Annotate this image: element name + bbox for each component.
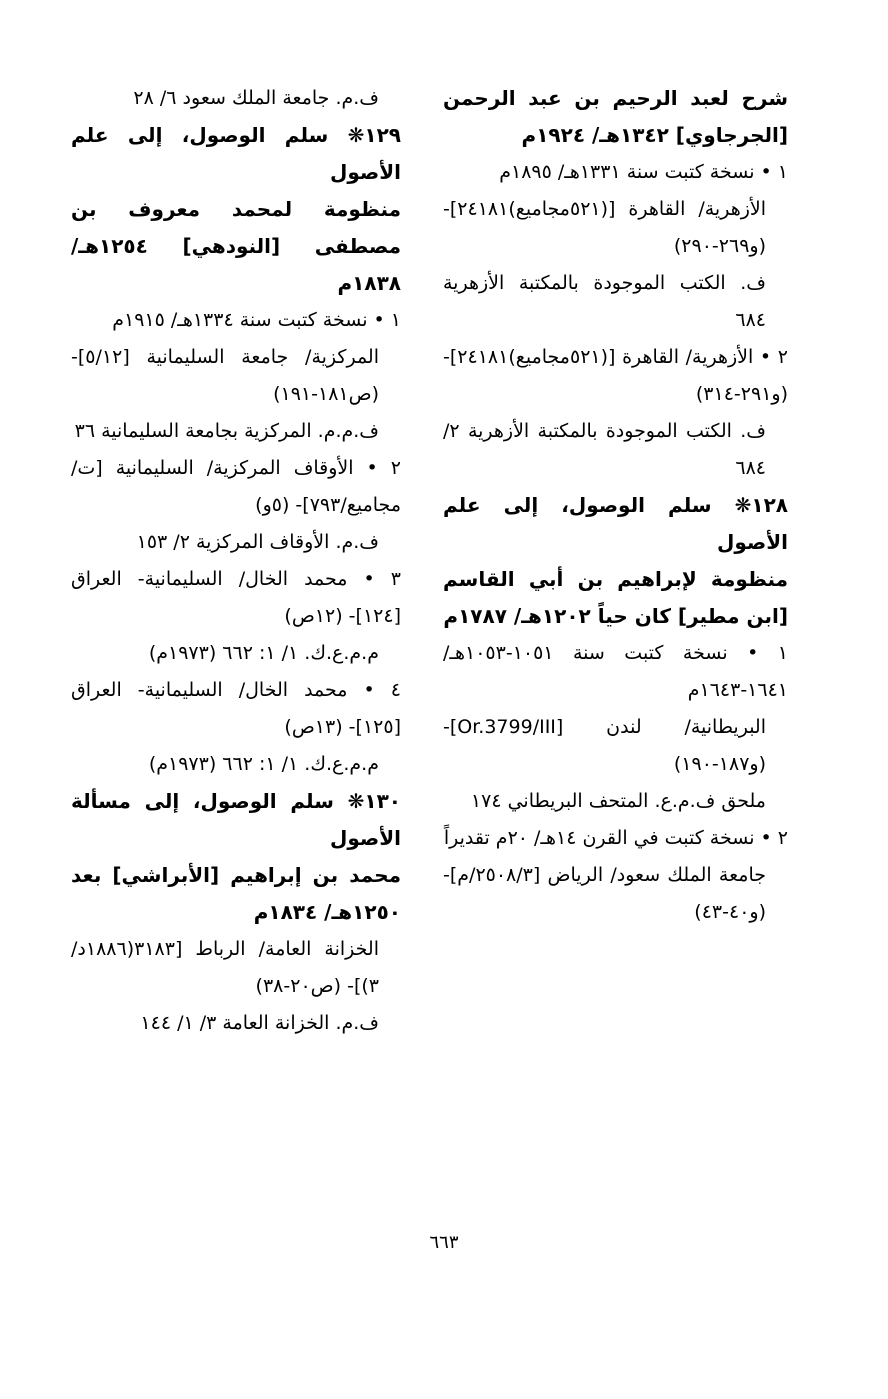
manuscript-item: ١ • نسخة كتبت سنة ١٣٣٤هـ/ ١٩١٥م <box>112 309 401 331</box>
catalog-reference: ف. الكتب الموجودة بالمكتبة الأزهرية ٢/ ٦٨٤ <box>443 420 766 479</box>
manuscript-location: البريطانية/ لندن [Or.3799/III]- (و١٨٧-١٩٠) <box>443 716 766 775</box>
entry-title: ١٣٠❋ سلم الوصول، إلى مسألة الأصول <box>71 789 401 850</box>
entry-title: شرح لعبد الرحيم بن عبد الرحمن [الجرجاوي] ١٣٤٢هـ/ ١٩٢٤م <box>443 86 788 147</box>
manuscript-item: ١ • نسخة كتبت سنة ١٠٥١-١٠٥٣هـ/ ١٦٤١-١٦٤٣م <box>443 642 788 701</box>
entry-author: منظومة لإبراهيم بن أبي القاسم [ابن مطير] كان حياً ١٢٠٢هـ/ ١٧٨٧م <box>443 567 788 628</box>
catalog-reference: ف.م. جامعة الملك سعود ٦/ ٢٨ <box>133 87 379 109</box>
manuscript-item: ٤ • محمد الخال/ السليمانية- العراق [١٢٥]- (١٣ص) <box>71 679 401 738</box>
catalog-reference: ف.م.م. المركزية بجامعة السليمانية ٣٦ <box>74 420 379 442</box>
manuscript-location: الخزانة العامة/ الرباط [٣١٨٣(١٨٨٦د/٣)]- (ص٢٠-٣٨) <box>71 938 379 997</box>
entry-title: ١٢٨❋ سلم الوصول، إلى علم الأصول <box>443 493 788 554</box>
catalog-reference: م.م.ع.ك. ١/ ١: ٦٦٢ (١٩٧٣م) <box>148 753 379 775</box>
entry-author: منظومة لمحمد معروف بن مصطفى [النودهي] ١٢٥٤هـ/ ١٨٣٨م <box>71 197 401 295</box>
catalog-reference: ف. الكتب الموجودة بالمكتبة الأزهرية ٦٨٤ <box>443 272 766 331</box>
catalog-reference: ف.م. الأوقاف المركزية ٢/ ١٥٣ <box>136 531 379 553</box>
catalog-reference: ف.م. الخزانة العامة ٣/ ١/ ١٤٤ <box>140 1012 379 1034</box>
catalog-reference: م.م.ع.ك. ١/ ١: ٦٦٢ (١٩٧٣م) <box>148 642 379 664</box>
manuscript-item: ٢ • الأزهرية/ القاهرة [(٥٢١مجاميع)٢٤١٨١]- (و٢٩١-٣١٤) <box>443 346 788 405</box>
manuscript-item: ١ • نسخة كتبت سنة ١٣٣١هـ/ ١٨٩٥م <box>499 161 788 183</box>
manuscript-item: ٢ • الأوقاف المركزية/ السليمانية [ت/مجاميع/٧٩٣]- (٥و) <box>71 457 401 516</box>
manuscript-location: الأزهرية/ القاهرة [(٥٢١مجاميع)٢٤١٨١]- (و٢٦٩-٢٩٠) <box>443 198 766 257</box>
manuscript-location: جامعة الملك سعود/ الرياض [٢٥٠٨/٣/م]- (و٤٠-٤٣) <box>443 864 766 923</box>
entry-author: محمد بن إبراهيم [الأبراشي] بعد ١٢٥٠هـ/ ١٨٣٤م <box>71 863 401 924</box>
manuscript-item: ٣ • محمد الخال/ السليمانية- العراق [١٢٤]- (١٢ص) <box>71 568 401 627</box>
entry-title: ١٢٩❋ سلم الوصول، إلى علم الأصول <box>71 123 401 184</box>
catalog-reference: ملحق ف.م.ع. المتحف البريطاني ١٧٤ <box>470 790 766 812</box>
right-column <box>443 80 788 931</box>
left-column <box>71 80 401 1042</box>
page-number: ٦٦٣ <box>429 1232 459 1253</box>
manuscript-item: ٢ • نسخة كتبت في القرن ١٤هـ/ ٢٠م تقديراً <box>443 827 788 849</box>
manuscript-location: المركزية/ جامعة السليمانية [٥/١٢]- (ص١٨١-١٩١) <box>71 346 379 405</box>
